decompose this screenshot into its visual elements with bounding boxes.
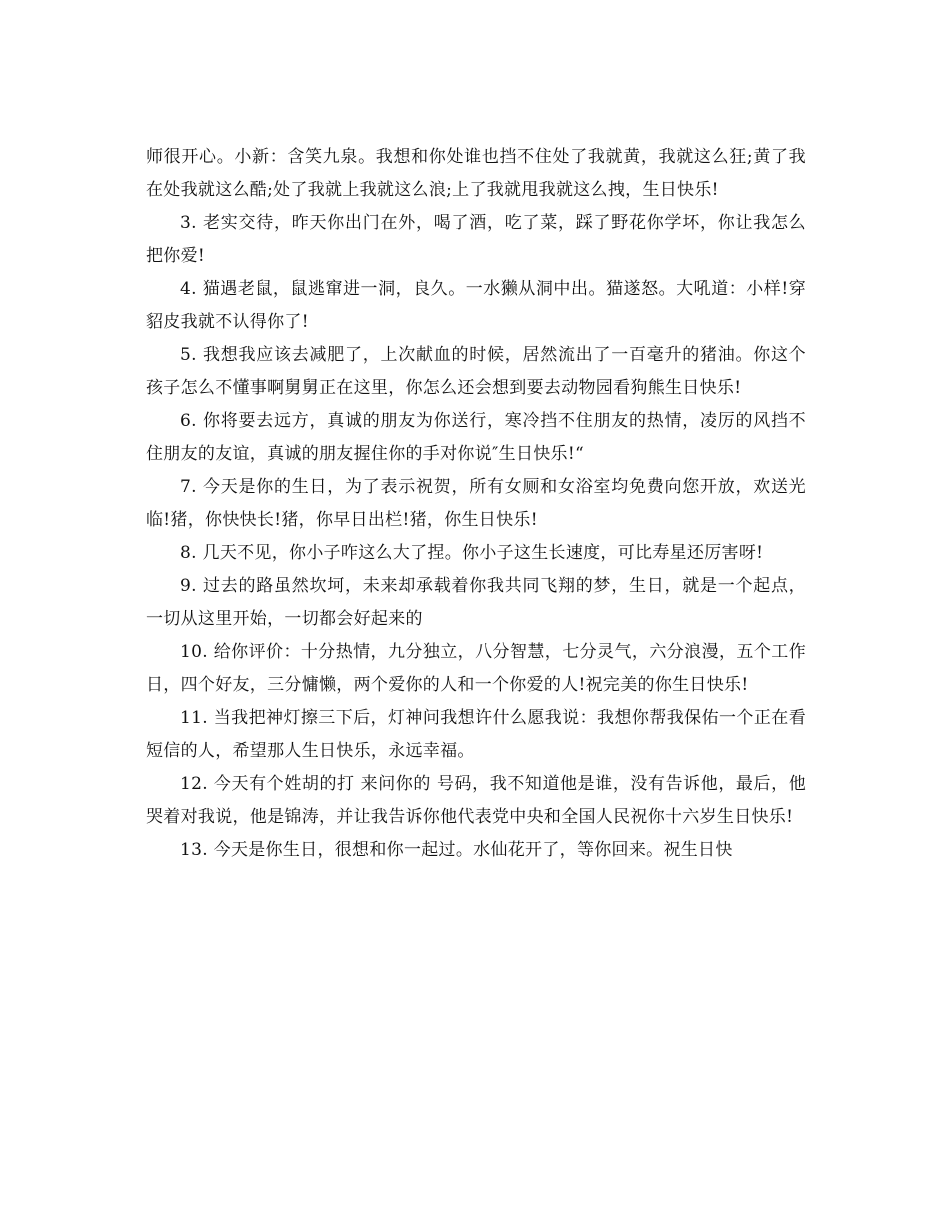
paragraph-8: 8. 几天不见，你小子咋这么大了捏。你小子这生长速度，可比寿星还厉害呀! bbox=[180, 543, 764, 563]
paragraph-9: 9. 过去的路虽然坎坷，未来却承载着你我共同飞翔的梦，生日，就是一个起点，一切从这里开始，一切都会好起来的 bbox=[146, 576, 806, 629]
paragraph-10: 10. 给你评价：十分热情，九分独立，八分智慧，七分灵气，六分浪漫，五个工作日，四个好友，三分慵懒，两个爱你的人和一个你爱的人!祝完美的你生日快乐! bbox=[146, 642, 806, 695]
paragraph-12: 12. 今天有个姓胡的打 来问你的 号码，我不知道他是谁，没有告诉他，最后，他哭着对我说，他是锦涛，并让我告诉你他代表党中央和全国人民祝你十六岁生日快乐! bbox=[146, 774, 806, 827]
paragraph-13: 13. 今天是你生日，很想和你一起过。水仙花开了，等你回来。祝生日快 bbox=[180, 840, 733, 860]
paragraph-3: 3. 老实交待，昨天你出门在外，喝了酒，吃了菜，踩了野花你学坏，你让我怎么把你爱! bbox=[146, 213, 806, 266]
document-body bbox=[146, 141, 806, 867]
paragraph-4: 4. 猫遇老鼠，鼠逃窜进一洞，良久。一水獭从洞中出。猫遂怒。大吼道：小样!穿貂皮我就不认得你了! bbox=[146, 279, 806, 332]
paragraph-5: 5. 我想我应该去减肥了，上次献血的时候，居然流出了一百毫升的猪油。你这个孩子怎么不懂事啊舅舅正在这里，你怎么还会想到要去动物园看狗熊生日快乐! bbox=[146, 345, 806, 398]
paragraph-11: 11. 当我把神灯擦三下后，灯神问我想许什么愿我说：我想你帮我保佑一个正在看短信的人，希望那人生日快乐，永远幸福。 bbox=[146, 708, 806, 761]
paragraph-7: 7. 今天是你的生日，为了表示祝贺，所有女厕和女浴室均免费向您开放，欢送光临!猪，你快快长!猪，你早日出栏!猪，你生日快乐! bbox=[146, 477, 806, 530]
paragraph-6: 6. 你将要去远方，真诚的朋友为你送行，寒冷挡不住朋友的热情，凌厉的风挡不住朋友的友谊，真诚的朋友握住你的手对你说″生日快乐!“ bbox=[146, 411, 806, 464]
paragraph-continuation: 师很开心。小新：含笑九泉。我想和你处谁也挡不住处了我就黄，我就这么狂;黄了我在处我就这么酷;处了我就上我就这么浪;上了我就甩我就这么拽，生日快乐! bbox=[146, 147, 806, 200]
